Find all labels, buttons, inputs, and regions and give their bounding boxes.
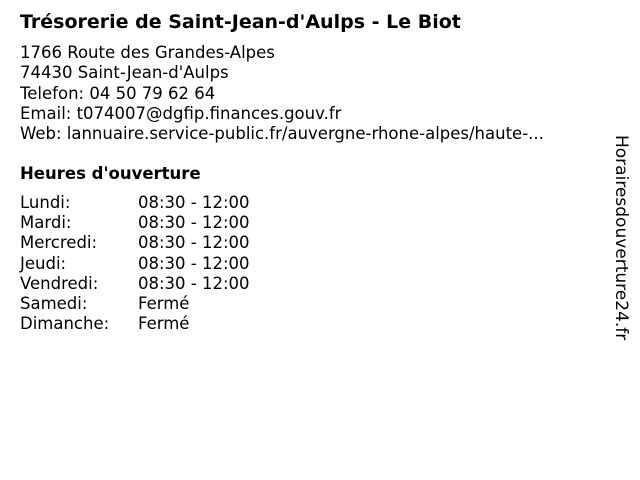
contact-block: [20, 43, 544, 144]
day-hours: 08:30 - 12:00: [138, 273, 250, 293]
day-hours: 08:30 - 12:00: [138, 213, 250, 233]
day-label: Jeudi:: [20, 253, 67, 273]
site-watermark: [608, 135, 638, 375]
day-hours: 08:30 - 12:00: [138, 253, 250, 273]
day-label: Dimanche:: [20, 314, 110, 334]
day-label: Lundi:: [20, 193, 71, 212]
site-watermark-text: Horairesdouverture24.fr: [611, 135, 631, 341]
day-label: Vendredi:: [20, 273, 99, 293]
day-label: Samedi:: [20, 293, 88, 313]
day-label: Mercredi:: [20, 233, 98, 253]
postal-city: 74430 Saint-Jean-d'Aulps: [20, 63, 229, 83]
day-hours: 08:30 - 12:00: [138, 233, 250, 253]
street-address: 1766 Route des Grandes-Alpes: [20, 43, 275, 62]
email-line: Email: t074007@dgfip.finances.gouv.fr: [20, 103, 342, 123]
web-line: Web: lannuaire.service-public.fr/auvergne-rhone-alpes/haute-...: [20, 124, 544, 144]
phone-line: Telefon: 04 50 79 62 64: [20, 83, 216, 103]
day-hours: Fermé: [138, 314, 190, 334]
page-title: Trésorerie de Saint-Jean-d'Aulps - Le Biot: [20, 11, 461, 33]
hours-heading: Heures d'ouverture: [20, 164, 201, 183]
day-hours: Fermé: [138, 293, 190, 313]
day-hours: 08:30 - 12:00: [138, 193, 250, 212]
day-label: Mardi:: [20, 213, 72, 233]
